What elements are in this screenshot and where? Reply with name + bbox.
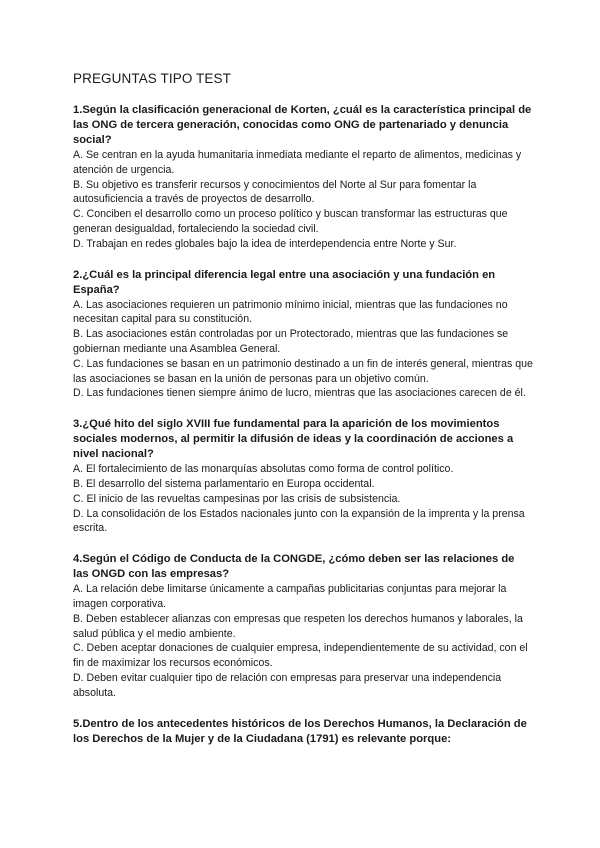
document-page xyxy=(73,70,533,763)
answer-option-c: C. Deben aceptar donaciones de cualquier empresa, independientemente de su actividad, con el fin de maximizar los recursos económicos. xyxy=(73,642,528,670)
question-text: 2.¿Cuál es la principal diferencia legal entre una asociación y una fundación en España? xyxy=(73,268,496,296)
question-5 xyxy=(73,717,533,747)
answer-option-b: B. Su objetivo es transferir recursos y conocimientos del Norte al Sur para fomentar la autosuficiencia a través de proyectos de desarrollo. xyxy=(73,178,477,206)
answer-option-d: D. Las fundaciones tienen siempre ánimo de lucro, mientras que las asociaciones carecen de él. xyxy=(73,387,526,400)
question-3 xyxy=(73,417,533,536)
answer-option-d: D. La consolidación de los Estados nacionales junto con la expansión de la imprenta y la prensa escrita. xyxy=(73,507,525,535)
answer-option-a: A. El fortalecimiento de las monarquías absolutas como forma de control político. xyxy=(73,463,454,476)
question-text: 4.Según el Código de Conducta de la CONGDE, ¿cómo deben ser las relaciones de las ONGD con las empresas? xyxy=(73,553,515,581)
document-title: PREGUNTAS TIPO TEST xyxy=(73,71,231,86)
answer-option-b: B. Deben establecer alianzas con empresas que respeten los derechos humanos y laborales, la salud pública y el medio ambiente. xyxy=(73,612,523,640)
question-text: 3.¿Qué hito del siglo XVIII fue fundamental para la aparición de los movimientos sociales modernos, al permitir la difusión de ideas y la coordinación de acciones a nivel nacional? xyxy=(73,418,514,461)
answer-option-a: A. Se centran en la ayuda humanitaria inmediata mediante el reparto de alimentos, medicinas y atención de urgencia. xyxy=(73,149,522,176)
answer-option-d: D. Deben evitar cualquier tipo de relación con empresas para preservar una independencia absoluta. xyxy=(73,671,502,699)
question-text: 5.Dentro de los antecedentes históricos de los Derechos Humanos, la Declaración de los Derechos de la Mujer y de la Ciudadana (1791) es relevante porque: xyxy=(73,717,527,745)
question-4 xyxy=(73,552,533,700)
answer-option-d: D. Trabajan en redes globales bajo la idea de interdependencia entre Norte y Sur. xyxy=(73,237,457,250)
answer-option-c: C. Las fundaciones se basan en un patrimonio destinado a un fin de interés general, mientras que las asociaciones se basan en la unión de personas para un objetivo común. xyxy=(73,357,533,385)
answer-option-c: C. Conciben el desarrollo como un proceso político y buscan transformar las estructuras que generan desigualdad, fortaleciendo la sociedad civil. xyxy=(73,208,508,235)
answer-option-a: A. Las asociaciones requieren un patrimonio mínimo inicial, mientras que las fundaciones no necesitan capital para su constitución. xyxy=(73,298,508,326)
question-text: 1.Según la clasificación generacional de Korten, ¿cuál es la característica principal de las ONG de tercera generación, conocidas como ONG de partenariado y denuncia social? xyxy=(73,104,532,146)
answer-option-b: B. El desarrollo del sistema parlamentario en Europa occidental. xyxy=(73,477,375,490)
question-1 xyxy=(73,103,533,252)
answer-option-c: C. El inicio de las revueltas campesinas por las crisis de subsistencia. xyxy=(73,492,401,505)
question-2 xyxy=(73,268,533,402)
answer-option-b: B. Las asociaciones están controladas por un Protectorado, mientras que las fundaciones se gobiernan mediante una Asamblea General. xyxy=(73,328,509,355)
answer-option-a: A. La relación debe limitarse únicamente a campañas publicitarias conjuntas para mejorar la imagen corporativa. xyxy=(73,583,507,610)
